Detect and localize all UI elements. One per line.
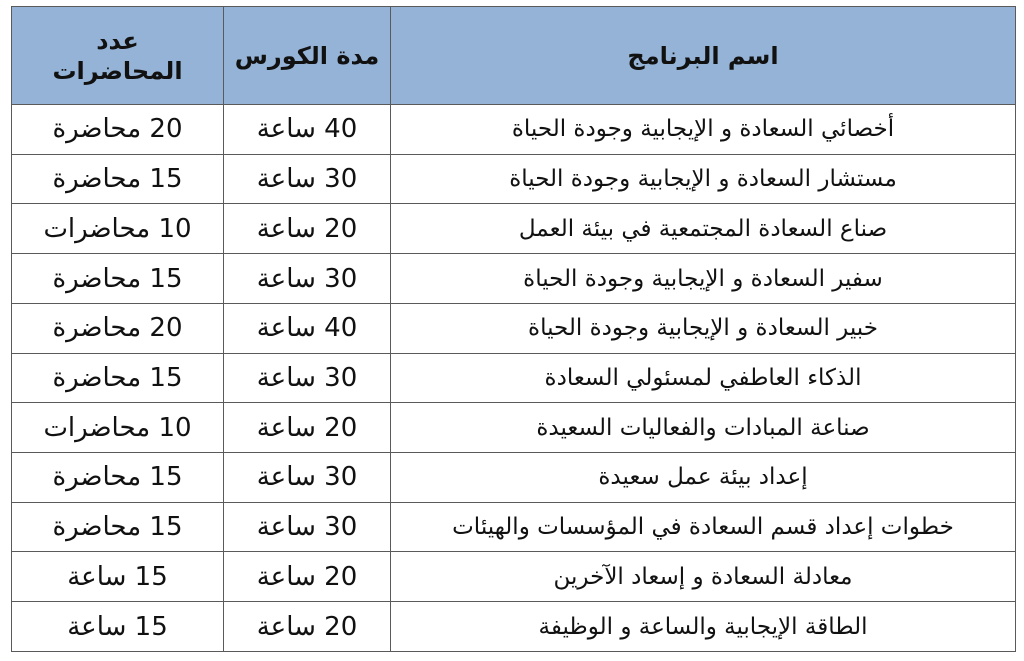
table-row [12,154,1016,204]
lecture-count-cell: 10 محاضرات [12,204,224,254]
program-name-cell: صناعة المبادات والفعاليات السعيدة [391,403,1016,453]
programs-table-container [11,6,1015,652]
table-row [12,602,1016,652]
lecture-count-cell: 15 محاضرة [12,453,224,503]
header-course-duration: مدة الكورس [224,7,391,105]
program-name-cell: خبير السعادة و الإيجابية وجودة الحياة [391,303,1016,353]
course-duration-cell: 20 ساعة [224,602,391,652]
table-row [12,353,1016,403]
table-row [12,453,1016,503]
program-name-cell: إعداد بيئة عمل سعيدة [391,453,1016,503]
course-duration-cell: 30 ساعة [224,254,391,304]
course-duration-cell: 30 ساعة [224,453,391,503]
lecture-count-cell: 15 محاضرة [12,254,224,304]
program-name-cell: سفير السعادة و الإيجابية وجودة الحياة [391,254,1016,304]
course-duration-cell: 40 ساعة [224,303,391,353]
header-row [12,7,1016,105]
header-lecture-count [12,7,224,105]
header-lecture-count-line1: عدد [96,26,139,55]
course-duration-cell: 30 ساعة [224,502,391,552]
program-name-cell: صناع السعادة المجتمعية في بيئة العمل [391,204,1016,254]
course-duration-cell: 30 ساعة [224,353,391,403]
lecture-count-cell: 15 محاضرة [12,353,224,403]
table-body [12,105,1016,652]
table-row [12,254,1016,304]
table-row [12,552,1016,602]
program-name-cell: الذكاء العاطفي لمسئولي السعادة [391,353,1016,403]
lecture-count-cell: 20 محاضرة [12,303,224,353]
lecture-count-cell: 15 محاضرة [12,502,224,552]
lecture-count-cell: 10 محاضرات [12,403,224,453]
table-row [12,403,1016,453]
program-name-cell: أخصائي السعادة و الإيجابية وجودة الحياة [391,105,1016,155]
header-lecture-count-line2: المحاضرات [52,56,183,85]
program-name-cell: معادلة السعادة و إسعاد الآخرين [391,552,1016,602]
course-duration-cell: 20 ساعة [224,204,391,254]
lecture-count-cell: 15 ساعة [12,552,224,602]
programs-table [11,6,1016,652]
course-duration-cell: 30 ساعة [224,154,391,204]
lecture-count-cell: 15 ساعة [12,602,224,652]
course-duration-cell: 20 ساعة [224,552,391,602]
program-name-cell: مستشار السعادة و الإيجابية وجودة الحياة [391,154,1016,204]
course-duration-cell: 40 ساعة [224,105,391,155]
header-program-name: اسم البرنامج [391,7,1016,105]
table-row [12,105,1016,155]
lecture-count-cell: 20 محاضرة [12,105,224,155]
course-duration-cell: 20 ساعة [224,403,391,453]
table-header [12,7,1016,105]
table-row [12,502,1016,552]
program-name-cell: خطوات إعداد قسم السعادة في المؤسسات والهيئات [391,502,1016,552]
lecture-count-cell: 15 محاضرة [12,154,224,204]
program-name-cell: الطاقة الإيجابية والساعة و الوظيفة [391,602,1016,652]
table-row [12,204,1016,254]
table-row [12,303,1016,353]
